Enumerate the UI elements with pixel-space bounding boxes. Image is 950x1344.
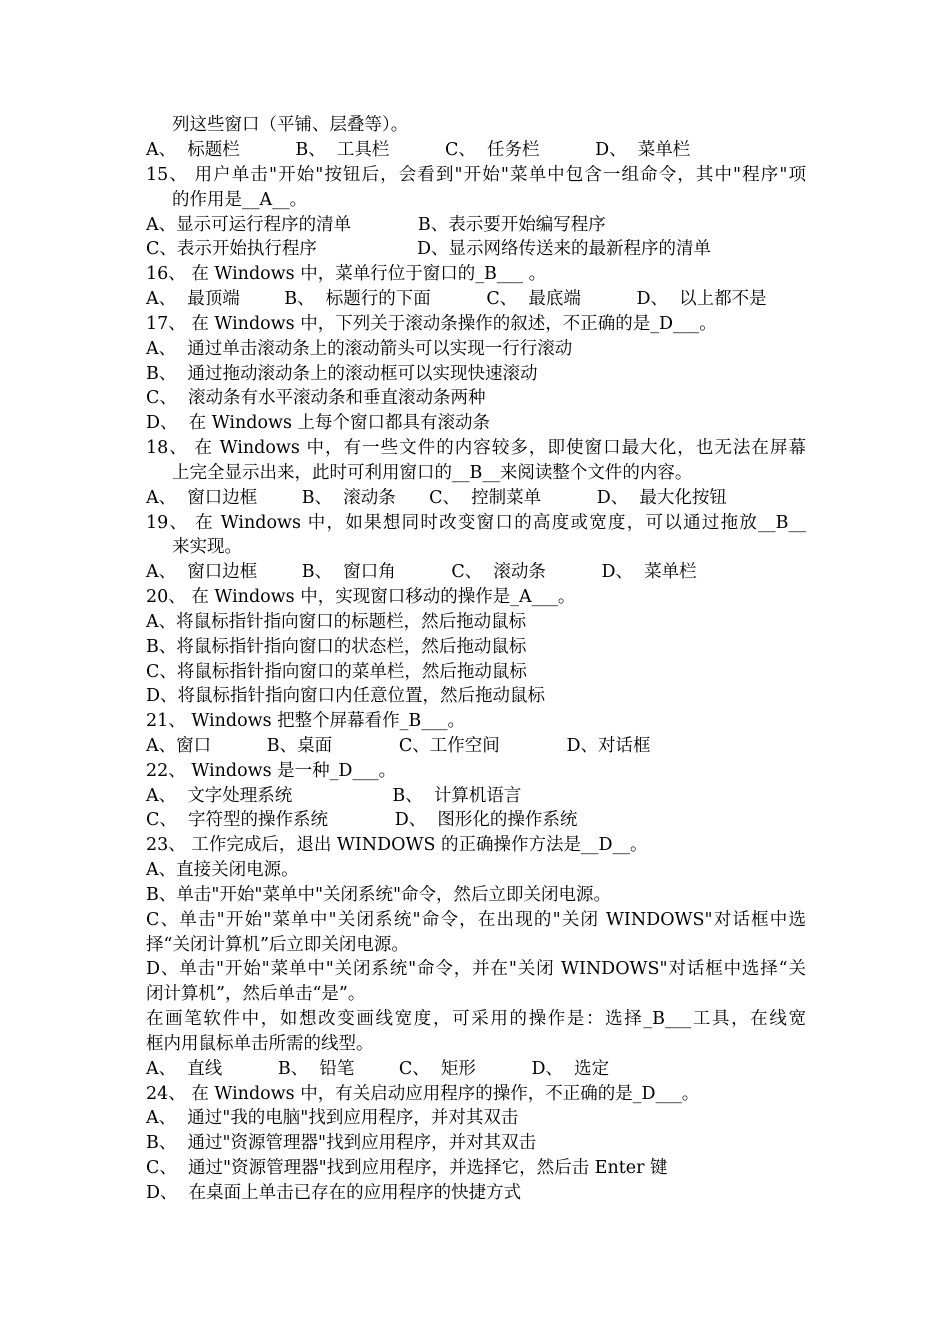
text-line: 24、 在 Windows 中，有关启动应用程序的操作，不正确的是_D___。 <box>146 1084 700 1104</box>
text-line: C、 通过"资源管理器"找到应用程序，并选择它，然后击 Enter 键 <box>146 1158 668 1178</box>
text-line: 列这些窗口（平铺、层叠等）。 <box>172 115 409 135</box>
text-line: 17、 在 Windows 中，下列关于滚动条操作的叙述，不正确的是_D___。 <box>146 314 717 334</box>
text-line: A、窗口 B、桌面 C、工作空间 D、对话框 <box>146 736 651 756</box>
text-line: A、将鼠标指针指向窗口的标题栏，然后拖动鼠标 <box>146 612 527 632</box>
text-line: A、直接关闭电源。 <box>146 860 299 880</box>
text-line: B、 通过"资源管理器"找到应用程序，并对其双击 <box>146 1133 537 1153</box>
text-line: 上完全显示出来，此时可利用窗口的__B__来阅读整个文件的内容。 <box>172 463 693 483</box>
text-line: 框内用鼠标单击所需的线型。 <box>146 1034 374 1054</box>
text-line: A、 文字处理系统 B、 计算机语言 <box>146 786 522 806</box>
text-line: C、 字符型的操作系统 D、 图形化的操作系统 <box>146 810 578 830</box>
text-line: 的作用是__A__。 <box>172 190 308 210</box>
text-line: D、 在 Windows 上每个窗口都具有滚动条 <box>146 413 491 433</box>
text-line: D、 在桌面上单击已存在的应用程序的快捷方式 <box>146 1183 522 1203</box>
text-line: 20、 在 Windows 中，实现窗口移动的操作是_A___。 <box>146 587 576 607</box>
text-line: 21、 Windows 把整个屏幕看作_B___。 <box>146 711 465 731</box>
text-line: 23、 工作完成后，退出 WINDOWS 的正确操作方法是__D__。 <box>146 835 648 855</box>
text-line: 19、 在 Windows 中，如果想同时改变窗口的高度或宽度，可以通过拖放__B__ <box>146 513 806 533</box>
text-line: D、将鼠标指针指向窗口内任意位置，然后拖动鼠标 <box>146 686 546 706</box>
text-line: 在画笔软件中，如想改变画线宽度，可采用的操作是：选择_B___工具，在线宽 <box>146 1009 806 1029</box>
text-line: A、 直线 B、 铅笔 C、 矩形 D、 选定 <box>146 1059 610 1079</box>
text-line: 闭计算机”，然后单击“是”。 <box>146 984 366 1004</box>
text-line: A、显示可运行程序的清单 B、表示要开始编写程序 <box>146 215 606 235</box>
text-line: 择“关闭计算机”后立即关闭电源。 <box>146 935 409 955</box>
text-line: A、 通过"我的电脑"找到应用程序，并对其双击 <box>146 1108 519 1128</box>
text-line: B、 通过拖动滚动条上的滚动框可以实现快速滚动 <box>146 364 538 384</box>
text-line: 18、 在 Windows 中，有一些文件的内容较多，即使窗口最大化，也无法在屏幕 <box>146 438 806 458</box>
text-line: A、 标题栏 B、 工具栏 C、 任务栏 D、 菜单栏 <box>146 140 691 160</box>
text-line: A、 窗口边框 B、 滚动条 C、 控制菜单 D、 最大化按钮 <box>146 488 727 508</box>
text-line: 来实现。 <box>172 537 242 557</box>
text-line: B、将鼠标指针指向窗口的状态栏，然后拖动鼠标 <box>146 637 527 657</box>
text-line: A、 最顶端 B、 标题行的下面 C、 最底端 D、 以上都不是 <box>146 289 767 309</box>
text-line: D、单击"开始"菜单中"关闭系统"命令，并在"关闭 WINDOWS"对话框中选择“关 <box>146 959 806 979</box>
text-line: 15、 用户单击"开始"按钮后，会看到"开始"菜单中包含一组命令，其中"程序"项 <box>146 165 806 185</box>
text-line: C、表示开始执行程序 D、显示网络传送来的最新程序的清单 <box>146 239 712 259</box>
text-line: C、 滚动条有水平滚动条和垂直滚动条两种 <box>146 388 486 408</box>
text-line: A、 窗口边框 B、 窗口角 C、 滚动条 D、 菜单栏 <box>146 562 697 582</box>
text-line: B、单击"开始"菜单中"关闭系统"命令，然后立即关闭电源。 <box>146 885 612 905</box>
text-line: C、单击"开始"菜单中"关闭系统"命令，在出现的"关闭 WINDOWS"对话框中选 <box>146 910 806 930</box>
text-line: A、 通过单击滚动条上的滚动箭头可以实现一行行滚动 <box>146 339 573 359</box>
text-line: 22、 Windows 是一种_D___。 <box>146 761 397 781</box>
text-line: 16、 在 Windows 中，菜单行位于窗口的_B___ 。 <box>146 264 547 284</box>
text-line: C、将鼠标指针指向窗口的菜单栏，然后拖动鼠标 <box>146 662 527 682</box>
